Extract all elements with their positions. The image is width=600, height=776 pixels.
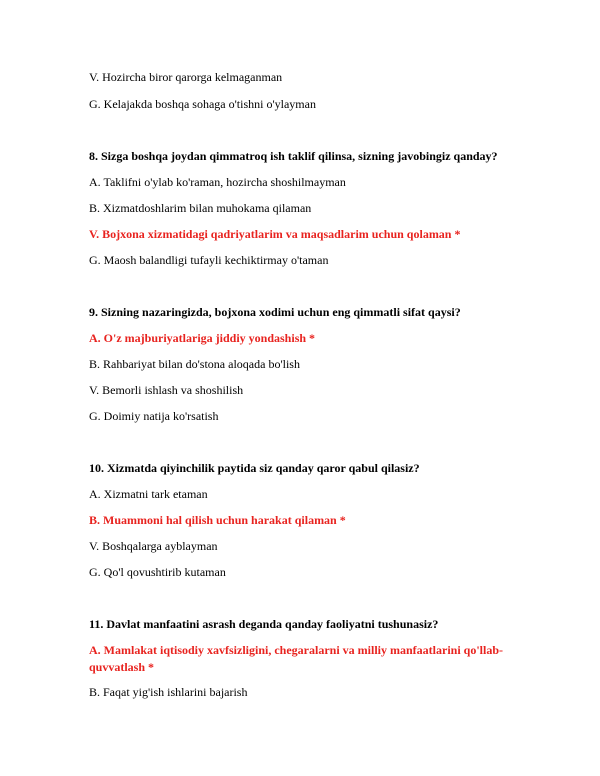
q8-option-a: A. Taklifni o'ylab ko'raman, hozircha shoshilmayman (89, 175, 346, 189)
q8-option-b: B. Xizmatdoshlarim bilan muhokama qilaman (89, 201, 312, 215)
q10-option-v: V. Boshqalarga ayblayman (89, 539, 218, 553)
q11-option-b: B. Faqat yig'ish ishlarini bajarish (89, 685, 248, 699)
question-11: 11. Davlat manfaatini asrash deganda qanday faoliyatni tushunasiz? (89, 617, 439, 631)
q9-option-b: B. Rahbariyat bilan do'stona aloqada bo'lish (89, 357, 300, 371)
q8-option-g: G. Maosh balandligi tufayli kechiktirmay o'taman (89, 253, 329, 267)
question-10: 10. Xizmatda qiyinchilik paytida siz qanday qaror qabul qilasiz? (89, 461, 420, 475)
q9-option-v: V. Bemorli ishlash va shoshilish (89, 383, 244, 397)
q8-option-v-correct: V. Bojxona xizmatidagi qadriyatlarim va maqsadlarim uchun qolaman * (89, 227, 461, 241)
question-9: 9. Sizning nazaringizda, bojxona xodimi uchun eng qimmatli sifat qaysi? (89, 305, 461, 319)
question-8: 8. Sizga boshqa joydan qimmatroq ish taklif qilinsa, sizning javobingiz qanday? (89, 149, 498, 163)
q10-option-b-correct: B. Muammoni hal qilish uchun harakat qilaman * (89, 513, 346, 527)
option-v-prev: V. Hozircha biror qarorga kelmaganman (89, 70, 283, 84)
q9-option-g: G. Doimiy natija ko'rsatish (89, 409, 219, 423)
q11-option-a-correct: A. Mamlakat iqtisodiy xavfsizligini, chegaralarni va milliy manfaatlarini qo'llab-quvvatlash * (89, 643, 504, 674)
option-g-prev: G. Kelajakda boshqa sohaga o'tishni o'ylayman (89, 97, 316, 111)
q10-option-g: G. Qo'l qovushtirib kutaman (89, 565, 226, 579)
q9-option-a-correct: A. O'z majburiyatlariga jiddiy yondashish * (89, 331, 316, 345)
q10-option-a: A. Xizmatni tark etaman (89, 487, 208, 501)
